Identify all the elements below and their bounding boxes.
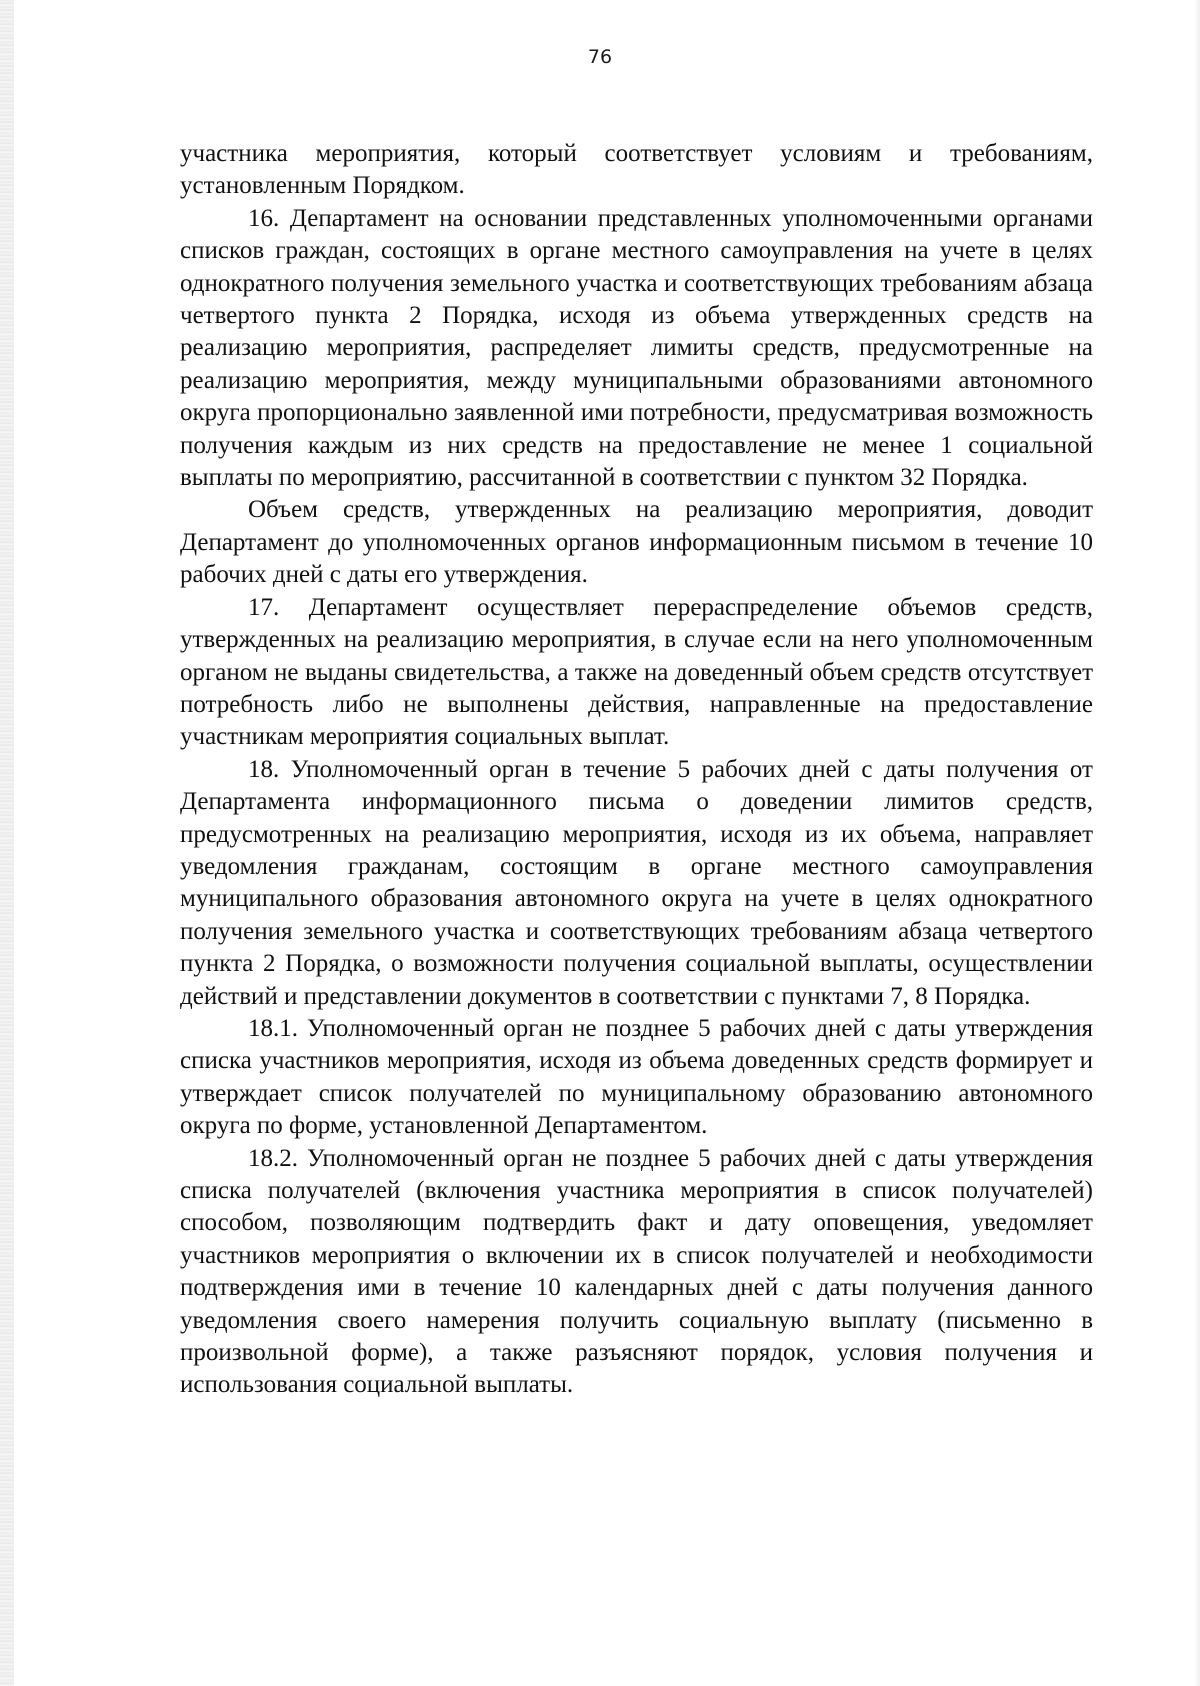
paragraph-continuation: участника мероприятия, который соответствует условиям и требованиям, установленным Порядком. [180, 140, 1093, 200]
page-number: 76 [587, 46, 613, 68]
scan-edge-right [1194, 0, 1200, 1686]
paragraph-17: 17. Департамент осуществляет перераспределение объемов средств, утвержденных на реализацию мероприятия, в случае если на него уполномоченным органом не выданы свидетельства, а также на доведенный объем средств отсутствует потребность либо не выполнены действия, направленные на предоставление участникам мероприятия социальных выплат. [180, 593, 1093, 751]
scan-edge-left [0, 0, 14, 1686]
paragraph-18-1: 18.1. Уполномоченный орган не позднее 5 рабочих дней с даты утверждения списка участников мероприятия, исходя из объема доведенных средств формирует и утверждает список получателей по муниципальному образованию автономного округа по форме, установленной Департаментом. [180, 1014, 1093, 1140]
paragraph-funds-volume: Объем средств, утвержденных на реализацию мероприятия, доводит Департамент до уполномоченных органов информационным письмом в течение 10 рабочих дней с даты его утверждения. [180, 496, 1093, 589]
paragraph-18: 18. Уполномоченный орган в течение 5 рабочих дней с даты получения от Департамента информационного письма о доведении лимитов средств, предусмотренных на реализацию мероприятия, исходя из их объема, направляет уведомления гражданам, состоящим в органе местного самоуправления муниципального образования автономного округа на учете в целях однократного получения земельного участка и соответствующих требованиям абзаца четвертого пункта 2 Порядка, о возможности получения социальной выплаты, осуществлении действий и представлении документов в соответствии с пунктами 7, 8 Порядка. [180, 755, 1093, 1010]
document-body [180, 138, 1093, 1402]
paragraph-18-2: 18.2. Уполномоченный орган не позднее 5 рабочих дней с даты утверждения списка получателей (включения участника мероприятия в список получателей) способом, позволяющим подтвердить факт и дату оповещения, уведомляет участников мероприятия о включении их в список получателей и необходимости подтверждения ими в течение 10 календарных дней с даты получения данного уведомления своего намерения получить социальную выплату (письменно в произвольной форме), а также разъясняют порядок, условия получения и использования социальной выплаты. [180, 1144, 1093, 1399]
paragraph-16: 16. Департамент на основании представленных уполномоченными органами списков граждан, состоящих в органе местного самоуправления на учете в целях однократного получения земельного участка и соответствующих требованиям абзаца четвертого пункта 2 Порядка, исходя из объема утвержденных средств на реализацию мероприятия, распределяет лимиты средств, предусмотренные на реализацию мероприятия, между муниципальными образованиями автономного округа пропорционально заявленной ими потребности, предусматривая возможность получения каждым из них средств на предоставление не менее 1 социальной выплаты по мероприятию, рассчитанной в соответствии с пунктом 32 Порядка. [180, 204, 1093, 492]
